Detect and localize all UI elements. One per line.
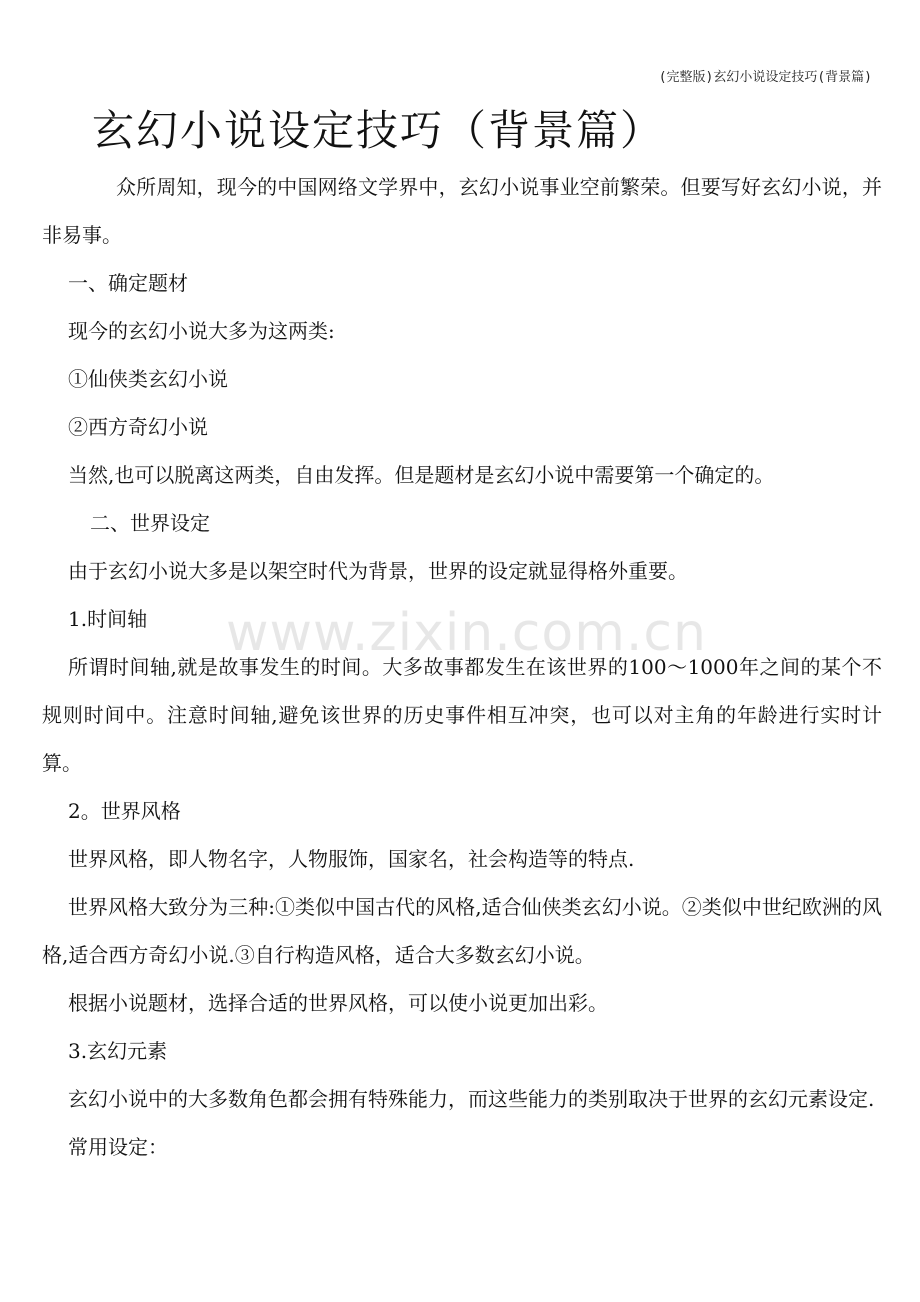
paragraph: 世界风格大致分为三种:①类似中国古代的风格,适合仙侠类玄幻小说。②类似中世纪欧洲的风格,适合西方奇幻小说.③自行构造风格，适合大多数玄幻小说。 (42, 895, 882, 967)
section-heading-world: 二、世界设定 (90, 511, 210, 535)
running-header: (完整版)玄幻小说设定技巧(背景篇) (658, 70, 872, 85)
intro-paragraph: 众所周知，现今的中国网络文学界中，玄幻小说事业空前繁荣。但要写好玄幻小说，并非易事。 (42, 175, 882, 247)
list-item: ②西方奇幻小说 (68, 415, 208, 439)
paragraph: 由于玄幻小说大多是以架空时代为背景，世界的设定就显得格外重要。 (68, 559, 688, 583)
list-item: ①仙侠类玄幻小说 (68, 367, 228, 391)
document-body (42, 163, 882, 1171)
subsection-heading-timeline: 1.时间轴 (68, 607, 148, 631)
section-heading-topic: 一、确定题材 (68, 271, 188, 295)
paragraph: 当然,也可以脱离这两类，自由发挥。但是题材是玄幻小说中需要第一个确定的。 (68, 463, 775, 487)
paragraph: 所谓时间轴,就是故事发生的时间。大多故事都发生在该世界的100～1000年之间的某个不规则时间中。注意时间轴,避免该世界的历史事件相互冲突，也可以对主角的年龄进行实时计算。 (42, 655, 882, 775)
paragraph: 世界风格，即人物名字，人物服饰，国家名，社会构造等的特点. (68, 847, 635, 871)
watermark: www.zixin.com.cn (226, 603, 707, 663)
subsection-heading-style: 2。世界风格 (68, 799, 181, 823)
document-title: 玄幻小说设定技巧（背景篇） (92, 106, 665, 155)
paragraph: 根据小说题材，选择合适的世界风格，可以使小说更加出彩。 (68, 991, 608, 1015)
paragraph: 现今的玄幻小说大多为这两类: (68, 319, 335, 343)
paragraph: 常用设定： (68, 1135, 168, 1159)
paragraph: 玄幻小说中的大多数角色都会拥有特殊能力，而这些能力的类别取决于世界的玄幻元素设定. (68, 1087, 875, 1111)
subsection-heading-elements: 3.玄幻元素 (68, 1039, 168, 1063)
